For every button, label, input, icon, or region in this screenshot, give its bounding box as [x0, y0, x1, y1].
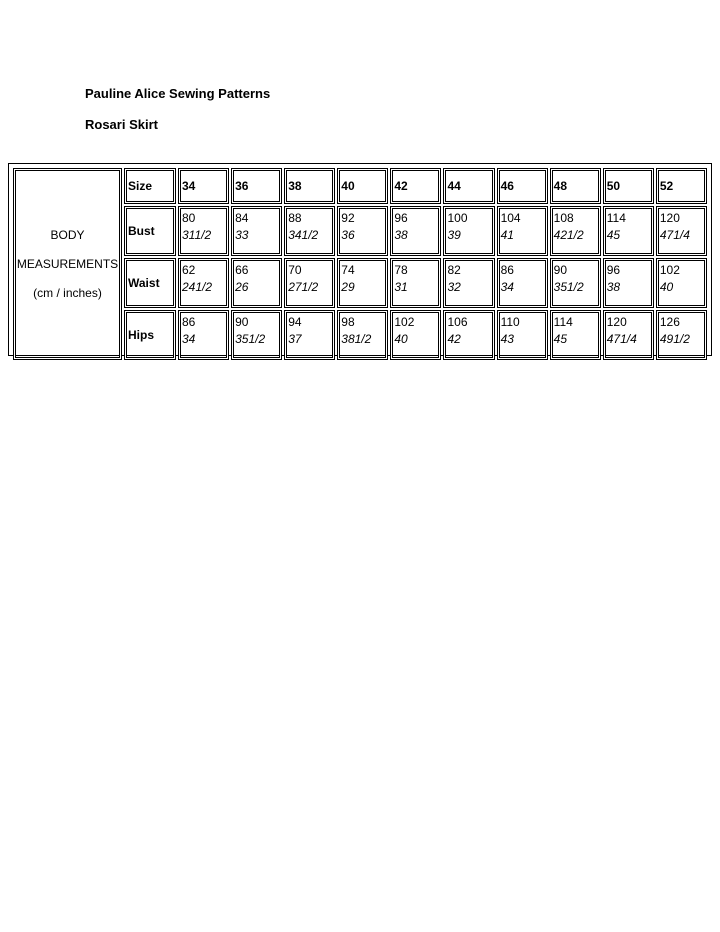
- inch-value: 471/4: [606, 332, 637, 346]
- cm-value: 114: [606, 211, 626, 225]
- measurement-cell: [337, 310, 388, 360]
- size-value: 34: [182, 179, 196, 193]
- size-chart-body: [13, 168, 707, 360]
- size-value: 42: [394, 179, 408, 193]
- measurement-cell: [231, 258, 282, 308]
- measurement-cell: [443, 206, 494, 256]
- cm-value: 74: [341, 263, 355, 277]
- inch-value: 471/4: [659, 228, 690, 242]
- cm-value: 88: [288, 211, 302, 225]
- size-header-label: Size: [128, 179, 153, 193]
- size-cell: [178, 168, 229, 204]
- cm-value: 92: [341, 211, 355, 225]
- inch-value: 41: [500, 228, 514, 242]
- cm-value: 114: [553, 315, 573, 329]
- measurement-cell: [337, 258, 388, 308]
- size-cell: [550, 168, 601, 204]
- inch-value: 32: [447, 280, 461, 294]
- cm-value: 80: [182, 211, 196, 225]
- inch-value: 45: [553, 332, 568, 346]
- inch-value: 36: [341, 228, 355, 242]
- size-value: 36: [235, 179, 249, 193]
- size-cell: [497, 168, 548, 204]
- measurement-cell: [178, 310, 229, 360]
- measurement-cell: [550, 206, 601, 256]
- measurement-cell: [284, 206, 335, 256]
- size-value: 44: [447, 179, 461, 193]
- inch-value: 40: [659, 280, 674, 294]
- row-label-waist: [124, 258, 176, 308]
- cm-value: 62: [182, 263, 196, 277]
- measurement-cell: [390, 310, 441, 360]
- cm-value: 108: [553, 211, 574, 225]
- cm-value: 120: [606, 315, 627, 329]
- row-label-hips: [124, 310, 176, 360]
- cm-value: 106: [447, 315, 468, 329]
- measurement-cell: [337, 206, 388, 256]
- cm-value: 120: [659, 211, 680, 225]
- measurement-cell: [178, 206, 229, 256]
- measurement-cell: [390, 206, 441, 256]
- size-header-cell: [124, 168, 176, 204]
- row-label-text: Bust: [128, 224, 155, 238]
- size-value: 46: [500, 179, 514, 193]
- measurement-cell: [603, 258, 654, 308]
- size-cell: [390, 168, 441, 204]
- measurement-cell: [656, 206, 707, 256]
- inch-value: 37: [288, 332, 302, 346]
- measurement-cell: [656, 258, 707, 308]
- inch-value: 39: [447, 228, 461, 242]
- cm-value: 96: [606, 263, 621, 277]
- inch-value: 31: [394, 280, 408, 294]
- measurement-cell: [603, 310, 654, 360]
- row-label-text: Waist: [128, 276, 160, 290]
- inch-value: 38: [394, 228, 408, 242]
- cm-value: 104: [500, 211, 521, 225]
- cm-value: 102: [659, 263, 680, 277]
- body-measurements-label: [13, 168, 122, 360]
- inch-value: 271/2: [288, 280, 319, 294]
- inch-value: 241/2: [182, 280, 213, 294]
- cm-value: 94: [288, 315, 302, 329]
- measurement-cell: [497, 310, 548, 360]
- measurement-cell: [231, 310, 282, 360]
- size-value: 50: [606, 179, 621, 193]
- cm-value: 84: [235, 211, 249, 225]
- size-cell: [337, 168, 388, 204]
- cm-value: 86: [182, 315, 196, 329]
- measurement-cell: [550, 310, 601, 360]
- inch-value: 33: [235, 228, 249, 242]
- measurement-table-frame: [8, 163, 712, 356]
- inch-value: 29: [341, 280, 355, 294]
- size-cell: [231, 168, 282, 204]
- cm-value: 100: [447, 211, 468, 225]
- measurement-cell: [497, 206, 548, 256]
- size-cell: [656, 168, 707, 204]
- inch-value: 40: [394, 332, 408, 346]
- cm-value: 102: [394, 315, 415, 329]
- measurement-cell: [497, 258, 548, 308]
- measurement-cell: [443, 258, 494, 308]
- inch-value: 351/2: [235, 332, 266, 346]
- measurement-cell: [390, 258, 441, 308]
- inch-value: 42: [447, 332, 461, 346]
- inch-value: 351/2: [553, 280, 584, 294]
- cm-value: 70: [288, 263, 302, 277]
- cm-value: 110: [500, 315, 520, 329]
- inch-value: 26: [235, 280, 249, 294]
- document-title: Pauline Alice Sewing Patterns: [85, 86, 271, 101]
- size-cell: [603, 168, 654, 204]
- size-value: 52: [659, 179, 674, 193]
- size-cell: [284, 168, 335, 204]
- size-value: 40: [341, 179, 355, 193]
- measurement-cell: [231, 206, 282, 256]
- cm-value: 86: [500, 263, 514, 277]
- measurement-cell: [284, 310, 335, 360]
- inch-value: 34: [182, 332, 196, 346]
- label-line: BODY: [50, 227, 85, 242]
- cm-value: 90: [235, 315, 249, 329]
- inch-value: 311/2: [182, 228, 212, 242]
- cm-value: 98: [341, 315, 355, 329]
- inch-value: 491/2: [659, 332, 690, 346]
- pattern-name: Rosari Skirt: [85, 117, 158, 132]
- inch-value: 341/2: [288, 228, 319, 242]
- cm-value: 90: [553, 263, 568, 277]
- size-value: 38: [288, 179, 302, 193]
- cm-value: 126: [659, 315, 680, 329]
- inch-value: 43: [500, 332, 514, 346]
- measurement-cell: [284, 258, 335, 308]
- size-cell: [443, 168, 494, 204]
- inch-value: 38: [606, 280, 621, 294]
- cm-value: 82: [447, 263, 461, 277]
- label-line: MEASUREMENTS: [16, 256, 119, 271]
- inch-value: 34: [500, 280, 514, 294]
- row-label-text: Hips: [128, 328, 155, 342]
- size-header-row: [13, 168, 707, 204]
- inch-value: 45: [606, 228, 621, 242]
- inch-value: 381/2: [341, 332, 372, 346]
- cm-value: 96: [394, 211, 408, 225]
- size-value: 48: [553, 179, 568, 193]
- cm-value: 66: [235, 263, 249, 277]
- cm-value: 78: [394, 263, 408, 277]
- measurement-cell: [178, 258, 229, 308]
- measurement-cell: [443, 310, 494, 360]
- size-chart-table: [11, 166, 709, 362]
- inch-value: 421/2: [553, 228, 584, 242]
- row-label-bust: [124, 206, 176, 256]
- measurement-cell: [656, 310, 707, 360]
- measurement-cell: [550, 258, 601, 308]
- label-line: (cm / inches): [33, 285, 102, 300]
- measurement-cell: [603, 206, 654, 256]
